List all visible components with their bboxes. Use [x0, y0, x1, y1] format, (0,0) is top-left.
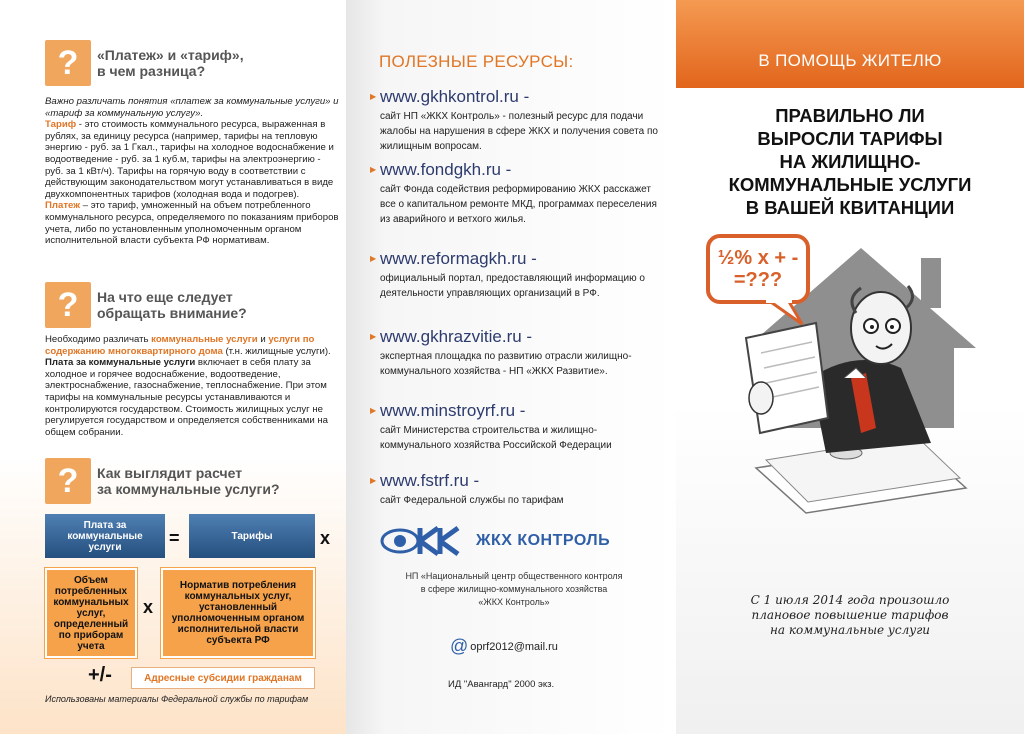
- resource-item: [370, 401, 666, 453]
- triangle-bullet-icon: ▶: [370, 332, 377, 341]
- formula-times: х: [143, 597, 154, 617]
- resource-description: официальный портал, предоставляющий информацию о деятельности управляющих организаций в РФ.: [380, 273, 645, 299]
- formula-plus-minus: +/-: [88, 664, 112, 686]
- platezh-definition: – это тариф, умноженный на объем потребленного коммунального ресурса, определяемого по показаниям приборов учета, либо по установленным уполномоченным органом исполнительной власти субъекта РФ нормативам.: [45, 200, 339, 247]
- section-calculation: [45, 458, 280, 504]
- resource-link[interactable]: www.fondgkh.ru -: [380, 160, 512, 179]
- resource-description: сайт Фонда содействия реформированию ЖКХ расскажет все о капитальном ремонте МКД, программах переселения из аварийного и ветхого жилья.: [380, 184, 657, 225]
- resource-link[interactable]: www.gkhkontrol.ru -: [380, 87, 530, 106]
- panel-middle: [346, 0, 676, 734]
- organization-name: НП «Национальный центр общественного контроля в сфере жилищно-коммунального хозяйства «ЖКХ Контроль»: [405, 571, 623, 607]
- formula-times: х: [320, 528, 331, 548]
- banner-title: В ПОМОЩЬ ЖИТЕЛЮ: [758, 51, 942, 70]
- email-address[interactable]: oprf2012@mail.ru: [470, 640, 558, 653]
- fee-definition: включает в себя плату за холодное и горячее водоснабжение, водоотведение, электроснабжение, газоснабжение, теплоснабжение. При этом тарифы на коммунальные ресурсы устанавливаются и контролируются государством. Стоимость жилищных услуг не регулируется государством и определяется собственниками на общем собрании.: [45, 357, 329, 438]
- resource-description: сайт Министерства строительства и жилищно-коммунального хозяйства Российской Федерации: [380, 425, 612, 451]
- panel-left: [0, 0, 346, 734]
- intro-text: Важно различать понятия «платеж за коммунальные услуги» и «тариф за коммунальную услугу».: [45, 96, 339, 119]
- resource-description: экспертная площадка по развитию отрасли жилищно-коммунального хозяйства - НП «ЖКХ Развитие».: [380, 351, 632, 377]
- bubble-line: ½% х + -: [717, 247, 799, 269]
- resource-item: [370, 160, 666, 227]
- zhkh-kontrol-logo: [380, 524, 610, 558]
- source-note: Использованы материалы Федеральной службы по тарифам: [45, 694, 309, 704]
- triangle-bullet-icon: ▶: [370, 254, 377, 263]
- section-title: за коммунальные услуги?: [97, 481, 280, 497]
- triangle-bullet-icon: ▶: [370, 165, 377, 174]
- section-title: в чем разница?: [97, 63, 206, 79]
- eye-logo-icon: [380, 524, 468, 558]
- section-body: [45, 96, 341, 247]
- triangle-bullet-icon: ▶: [370, 406, 377, 415]
- highlight-housing: услуги по содержанию многоквартирного дома: [45, 334, 315, 357]
- formula-fee-box: Плата за коммунальные услуги: [45, 514, 165, 558]
- section-title: Как выглядит расчет: [97, 465, 243, 481]
- tarif-definition: - это стоимость коммунального ресурса, выраженная в рублях, за единицу ресурса (например, тарифы на тепловую энергию - руб. за 1 Гкал., тарифы на холодное водоснабжение и водоотведение - руб. за 1 куб.м, тарифы на электроэнергию - руб. за 1 кВт/ч). Тарифы на горячую воду в соответствии с действующим законодательством могут устанавливаться в виде двухкомпонентных тарифов (холодная вода и подогрев).: [45, 119, 334, 200]
- resource-item: [370, 327, 666, 379]
- resource-link[interactable]: www.minstroyrf.ru -: [380, 401, 526, 420]
- section-title: На что еще следует: [97, 289, 233, 305]
- resources-title: ПОЛЕЗНЫЕ РЕСУРСЫ:: [379, 52, 574, 71]
- resource-item: [370, 249, 666, 301]
- main-headline: ПРАВИЛЬНО ЛИ ВЫРОСЛИ ТАРИФЫ НА ЖИЛИЩНО- КОММУНАЛЬНЫЕ УСЛУГИ В ВАШЕЙ КВИТАНЦИИ: [728, 105, 972, 218]
- resource-description: сайт Федеральной службы по тарифам: [380, 495, 564, 506]
- section-title: «Платеж» и «тариф»,: [97, 47, 244, 63]
- question-mark-icon: ?: [45, 40, 91, 86]
- formula-equals: =: [169, 528, 180, 548]
- section-platezh-vs-tarif: [45, 40, 244, 86]
- banner: [676, 0, 1024, 88]
- fee-term: Плата за коммунальные услуги: [45, 357, 196, 369]
- speech-bubble: [706, 234, 810, 304]
- email-contact[interactable]: [450, 636, 558, 657]
- triangle-bullet-icon: ▶: [370, 476, 377, 485]
- tarif-term: Тариф: [45, 119, 77, 131]
- speech-bubble-tail-icon: [766, 300, 806, 326]
- highlight-communal: коммунальные услуги: [151, 334, 258, 345]
- tariff-increase-note: С 1 июля 2014 года произошло плановое повышение тарифов на коммунальные услуги: [750, 593, 950, 637]
- resource-link[interactable]: www.reformagkh.ru -: [380, 249, 537, 268]
- section-attention: [45, 282, 247, 328]
- section-body: Необходимо различать коммунальные услуги и услуги по содержанию многоквартирного дома (т.н. жилищные услуги). Плата за коммунальные услуги включает в себя плату за холодное и горячее водоснабжение, водоотведение, электроснабжение, газоснабжение, теплоснабжение. При этом тарифы на коммунальные ресурсы устанавливаются и контролируются государством. Стоимость жилищных услуг не регулируется государством и определяется собственниками на общем собрании.: [45, 334, 331, 438]
- formula-volume-box: Объем потребленных коммунальных услуг, определенный по приборам учета: [45, 568, 137, 658]
- publisher-info: ИД "Авангард" 2000 экз.: [448, 679, 555, 690]
- resource-description: сайт НП «ЖКХ Контроль» - полезный ресурс для подачи жалобы на нарушения в сфере ЖКХ и получения совета по жилищным вопросам.: [380, 111, 658, 152]
- triangle-bullet-icon: ▶: [370, 92, 377, 101]
- formula-subsidies-box: Адресные субсидии гражданам: [131, 667, 315, 689]
- resource-link[interactable]: www.fstrf.ru -: [380, 471, 480, 490]
- question-mark-icon: ?: [45, 282, 91, 328]
- resource-link[interactable]: www.gkhrazvitie.ru -: [380, 327, 533, 346]
- formula-tariffs-box: Тарифы: [189, 514, 315, 558]
- section-title: обращать внимание?: [97, 305, 247, 321]
- panel-right: [676, 0, 1024, 734]
- platezh-term: Платеж: [45, 200, 81, 212]
- at-sign-icon: @: [450, 636, 469, 656]
- bubble-line: =???: [733, 269, 783, 291]
- resource-item: [370, 471, 666, 508]
- formula-norm-box: Норматив потребления коммунальных услуг, установленный уполномоченным органом исполнительной власти субъекта РФ: [161, 568, 315, 658]
- logo-text: ЖКХ КОНТРОЛЬ: [476, 532, 611, 549]
- question-mark-icon: ?: [45, 458, 91, 504]
- resource-item: [370, 87, 666, 154]
